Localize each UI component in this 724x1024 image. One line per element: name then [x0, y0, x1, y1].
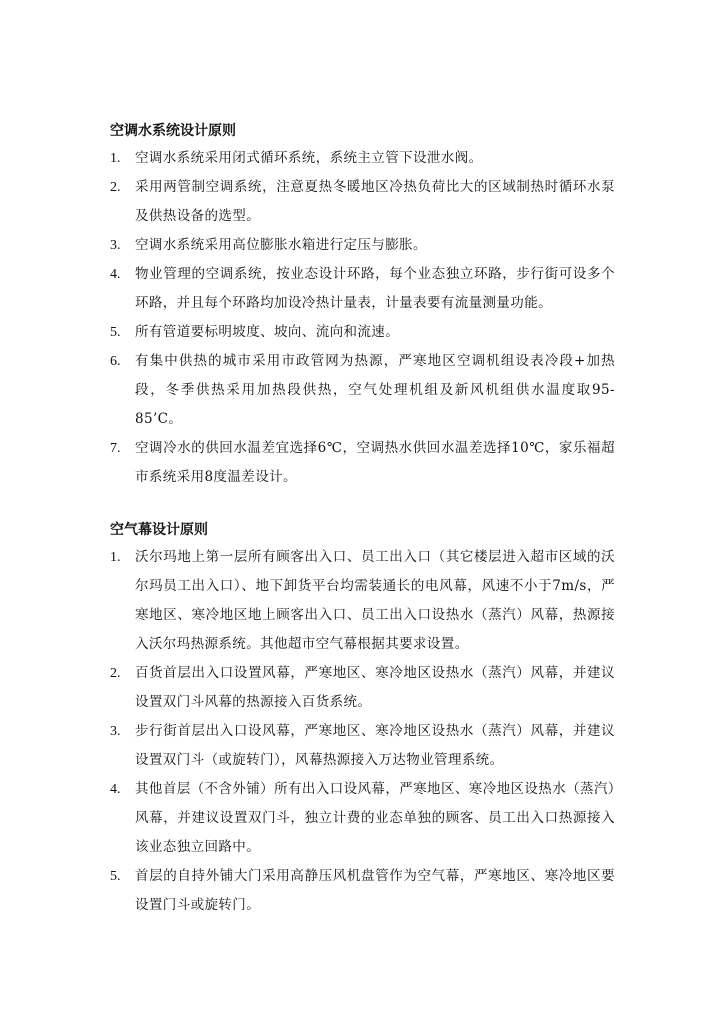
list-item: [110, 775, 615, 862]
item-text: 空调冷水的供回水温差宜选择6℃，空调热水供回水温差选择10℃，家乐福超市系统采用8度温差设计。: [135, 440, 615, 485]
section-hvac-water: [110, 118, 615, 492]
item-text: 其他首层（不含外铺）所有出入口设风幕，严寒地区、寒冷地区设热水（蒸汽）风幕，并建议设置双门斗，独立计费的业态单独的顾客、员工出入口热源接入该业态独立回路中。: [135, 781, 615, 855]
list-item: [110, 717, 615, 775]
item-number: 4.: [110, 267, 121, 282]
item-number: 1.: [110, 550, 121, 565]
item-number: 1.: [110, 151, 121, 166]
item-number: 5.: [110, 869, 121, 884]
item-number: 3.: [110, 238, 121, 253]
list-item: [110, 659, 615, 717]
item-text: 所有管道要标明坡度、坡向、流向和流速。: [135, 324, 400, 340]
list-item: [110, 318, 615, 347]
section-air-curtain: [110, 517, 615, 920]
item-text: 首层的自持外铺大门采用高静压风机盘管作为空气幕，严寒地区、寒冷地区要设置门斗或旋转门。: [135, 868, 615, 913]
item-text: 空调水系统采用闭式循环系统，系统主立管下设泄水阀。: [135, 150, 483, 166]
item-number: 6.: [110, 354, 121, 369]
item-text: 物业管理的空调系统，按业态设计环路，每个业态独立环路，步行街可设多个环路，并且每个环路均加设冷热计量表，计量表要有流量测量功能。: [135, 266, 615, 311]
item-text: 采用两管制空调系统，注意夏热冬暖地区冷热负荷比大的区域制热时循环水泵及供热设备的选型。: [135, 179, 615, 224]
item-number: 7.: [110, 441, 121, 456]
item-text: 百货首层出入口设置风幕，严寒地区、寒冷地区设热水（蒸汽）风幕，并建议设置双门斗风幕的热源接入百货系统。: [135, 665, 615, 710]
list-item: [110, 231, 615, 260]
list-item: [110, 144, 615, 173]
section-title: 空气幕设计原则: [110, 522, 208, 538]
section-title: 空调水系统设计原则: [110, 123, 236, 139]
list-item: [110, 862, 615, 920]
list-item: [110, 347, 615, 434]
item-number: 5.: [110, 325, 121, 340]
principle-list: [110, 144, 615, 492]
list-item: [110, 173, 615, 231]
item-number: 2.: [110, 666, 121, 681]
item-number: 3.: [110, 724, 121, 739]
item-number: 2.: [110, 180, 121, 195]
item-text: 步行街首层出入口设风幕，严寒地区、寒冷地区设热水（蒸汽）风幕，并建议设置双门斗（或旋转门），风幕热源接入万达物业管理系统。: [135, 723, 615, 768]
list-item: [110, 543, 615, 659]
list-item: [110, 260, 615, 318]
item-number: 4.: [110, 782, 121, 797]
list-item: [110, 434, 615, 492]
item-text: 沃尔玛地上第一层所有顾客出入口、员工出入口（其它楼层进入超市区域的沃尔玛员工出入口）、地下卸货平台均需装通长的电风幕，风速不小于7m/s，严寒地区、寒冷地区地上顾客出入口、员工出入口设热水（蒸汽）风幕，热源接入沃尔玛热源系统。其他超市空气幕根据其要求设置。: [135, 549, 615, 652]
principle-list: [110, 543, 615, 920]
item-text: 空调水系统采用高位膨胀水箱进行定压与膨胀。: [135, 237, 427, 253]
item-text: 有集中供热的城市采用市政管网为热源，严寒地区空调机组设表冷段+加热段，冬季供热采用加热段供热，空气处理机组及新风机组供水温度取95-85’C。: [135, 353, 615, 427]
